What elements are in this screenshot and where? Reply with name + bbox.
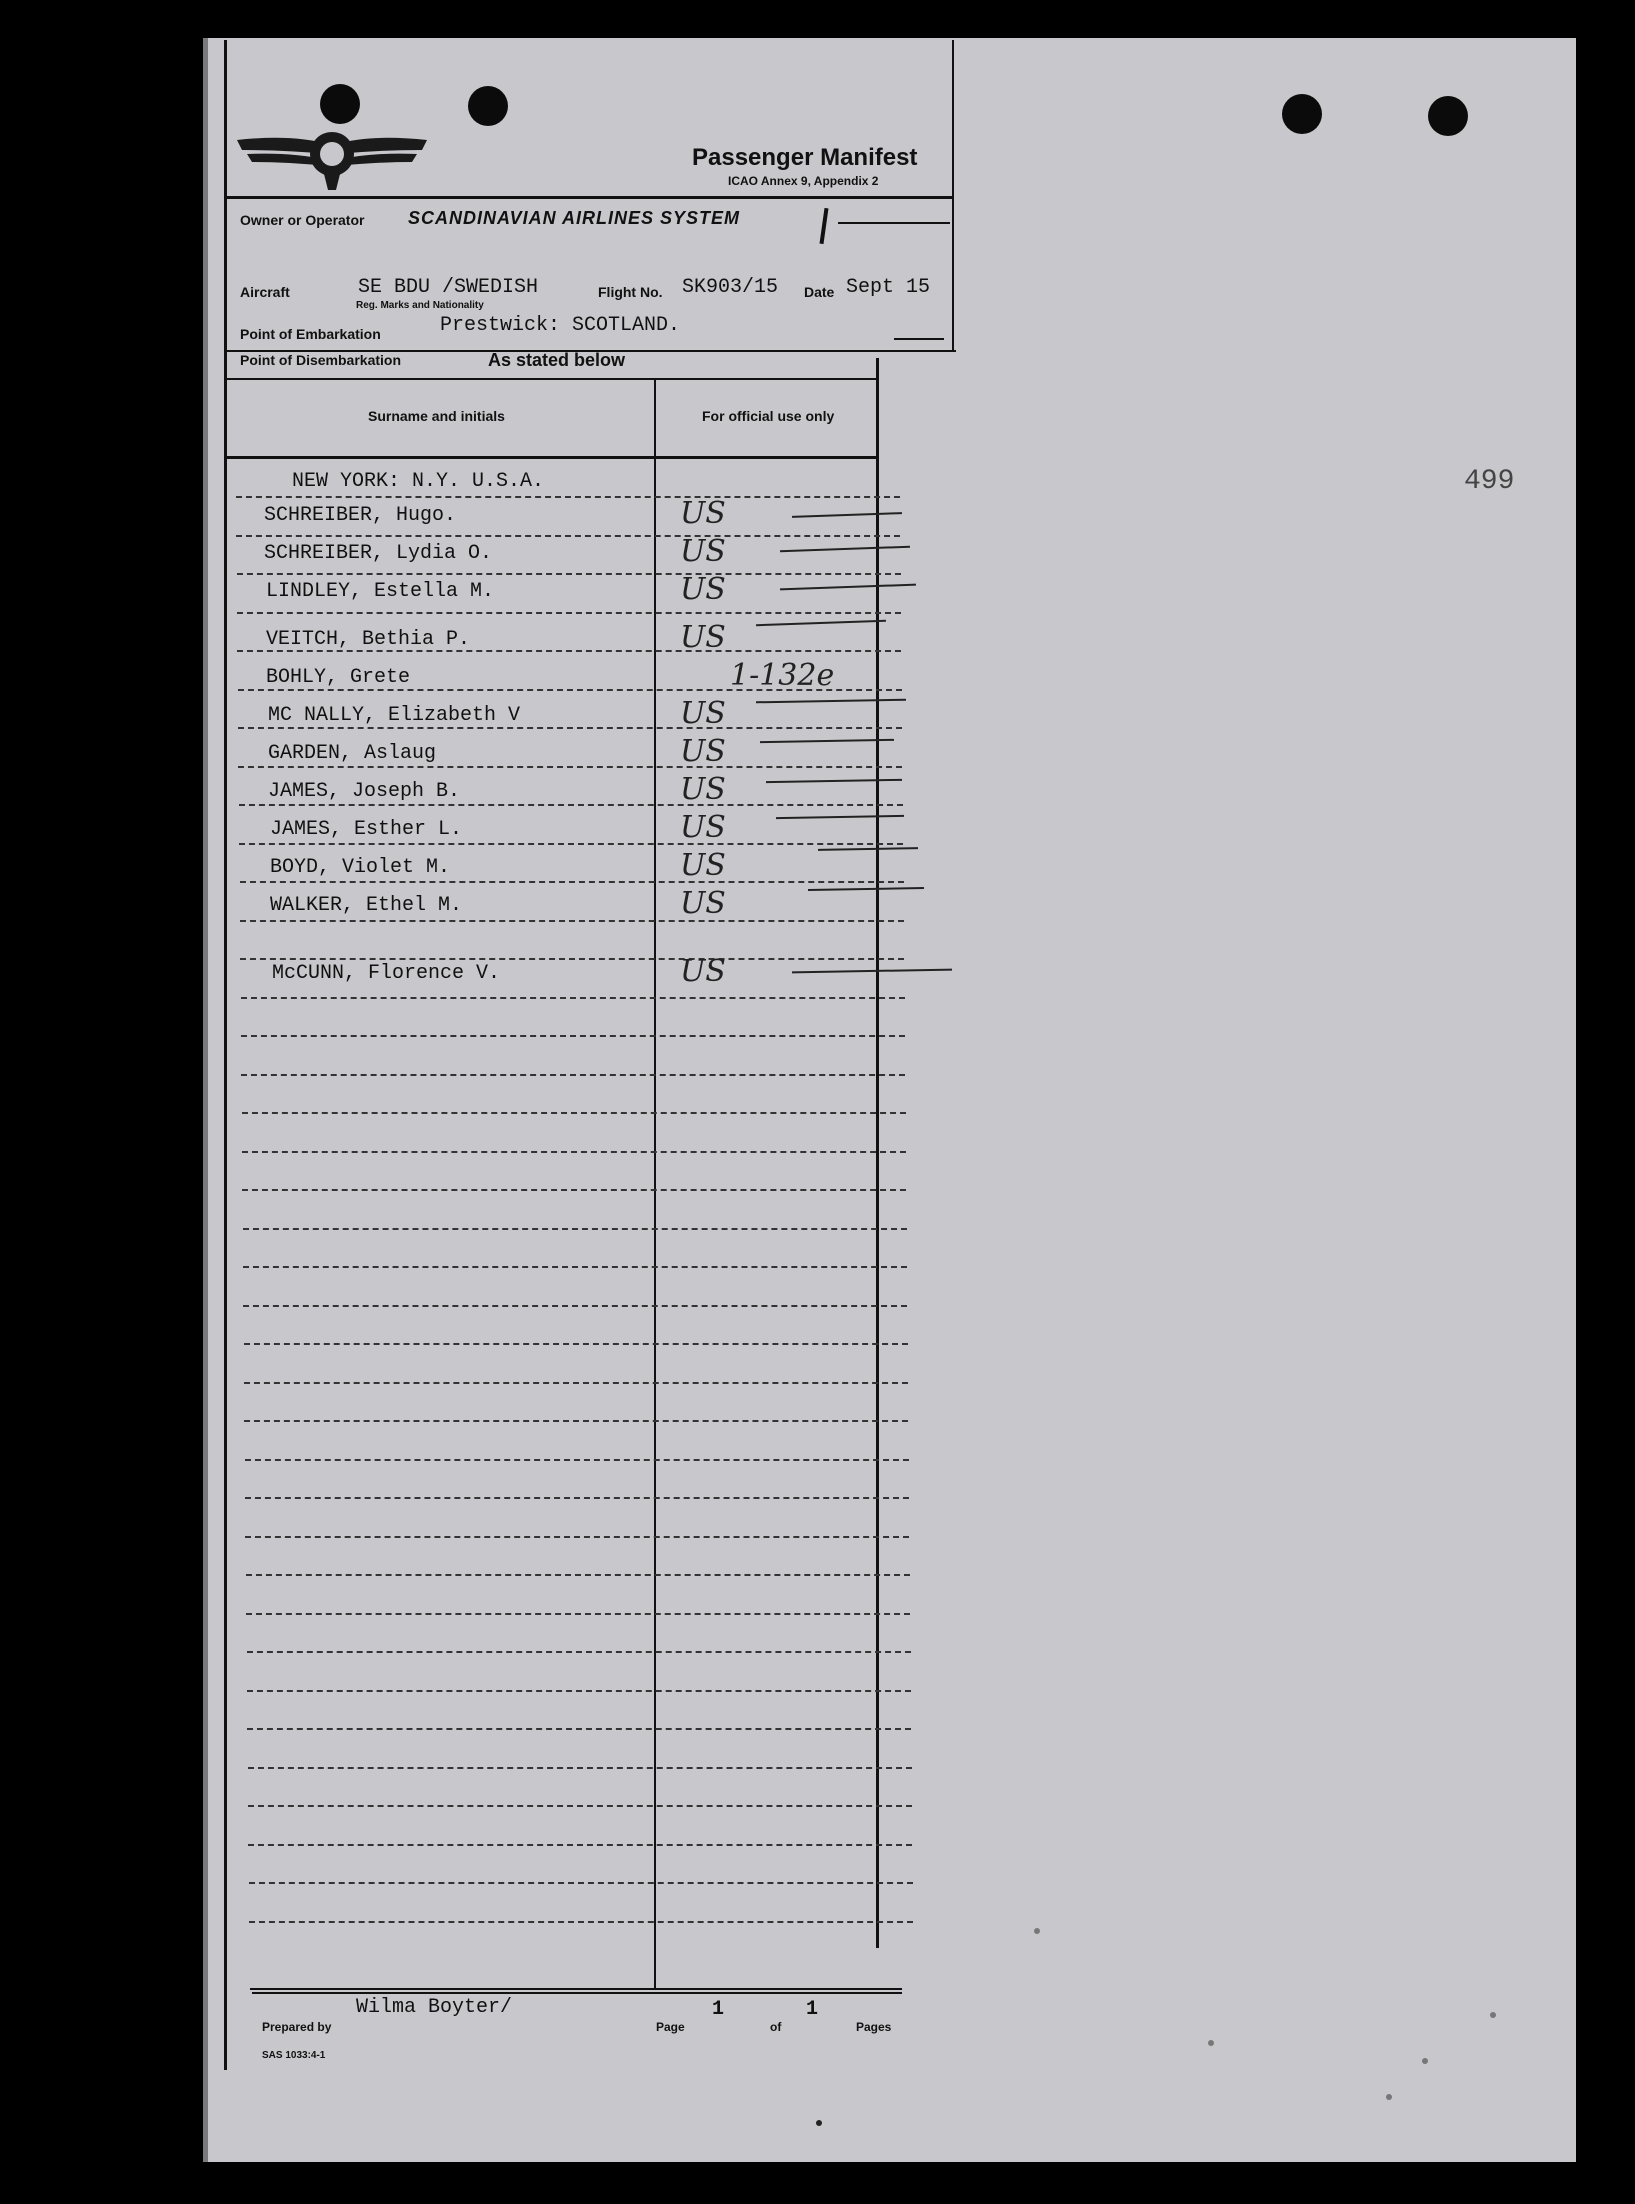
table-right-border xyxy=(876,358,879,1948)
date-value: Sept 15 xyxy=(846,276,931,299)
owner-value: SCANDINAVIAN AIRLINES SYSTEM xyxy=(408,208,741,228)
manifest-subtitle: ICAO Annex 9, Appendix 2 xyxy=(728,174,879,188)
official-use-mark: US xyxy=(680,772,726,807)
flight-label: Flight No. xyxy=(598,284,663,300)
table-row-line xyxy=(244,1382,908,1384)
passenger-name: McCUNN, Florence V. xyxy=(272,962,501,985)
scan-speck xyxy=(1490,2012,1496,2018)
surname-column-header: Surname and initials xyxy=(368,408,505,424)
passenger-name: MC NALLY, Elizabeth V xyxy=(268,704,521,727)
margin-page-number: 499 xyxy=(1464,466,1515,497)
passenger-name: VEITCH, Bethia P. xyxy=(266,628,471,651)
owner-rule xyxy=(838,222,950,224)
scan-speck xyxy=(1386,2094,1392,2100)
table-row-line xyxy=(241,1035,905,1037)
table-row-line xyxy=(238,727,902,729)
scan-speck xyxy=(816,2120,822,2126)
table-row-line xyxy=(244,1343,908,1345)
passenger-name: BOYD, Violet M. xyxy=(270,856,451,879)
official-use-mark: US xyxy=(680,534,726,569)
official-use-mark: US xyxy=(680,848,726,883)
official-use-mark: US xyxy=(680,810,726,845)
table-row-line xyxy=(244,1420,908,1422)
official-use-mark: 1-132e xyxy=(730,658,835,693)
aircraft-value: SE BDU /SWEDISH xyxy=(358,276,539,299)
table-row-line xyxy=(248,1844,912,1846)
prepared-by-value: Wilma Boyter/ xyxy=(356,1996,513,2019)
passenger-name: LINDLEY, Estella M. xyxy=(266,580,495,603)
table-row-line xyxy=(243,1305,907,1307)
punch-hole xyxy=(1428,96,1468,136)
disembarkation-label: Point of Disembarkation xyxy=(240,352,402,368)
table-row-line xyxy=(246,1613,910,1615)
form-code: SAS 1033:4-1 xyxy=(262,2050,326,2061)
table-row-line xyxy=(247,1690,911,1692)
official-use-mark: US xyxy=(680,734,726,769)
table-row-line xyxy=(248,1767,912,1769)
column-divider xyxy=(654,378,656,1988)
table-row-line xyxy=(238,766,902,768)
table-row-line xyxy=(239,804,903,806)
embarkation-value: Prestwick: SCOTLAND. xyxy=(440,314,681,337)
official-column-header: For official use only xyxy=(702,408,835,424)
passenger-name: SCHREIBER, Hugo. xyxy=(264,504,457,527)
table-row-line xyxy=(240,881,904,883)
passenger-name: WALKER, Ethel M. xyxy=(270,894,463,917)
manifest-title: Passenger Manifest xyxy=(692,144,918,171)
scan-speck xyxy=(1422,2058,1428,2064)
official-use-mark: US xyxy=(680,696,726,731)
passenger-name: JAMES, Joseph B. xyxy=(268,780,461,803)
table-row-line xyxy=(239,843,903,845)
table-row-line xyxy=(240,920,904,922)
table-row-line xyxy=(243,1266,907,1268)
owner-label: Owner or Operator xyxy=(240,212,365,228)
table-row-line xyxy=(242,1112,906,1114)
table-bottom-rule xyxy=(250,1988,902,1990)
table-row-line xyxy=(243,1228,907,1230)
form-left-border xyxy=(224,40,227,2070)
airline-logo-icon xyxy=(232,114,432,194)
official-use-mark: US xyxy=(680,572,726,607)
punch-hole xyxy=(468,86,508,126)
table-row-line xyxy=(245,1459,909,1461)
table-row-line xyxy=(249,1921,913,1923)
header-right-border xyxy=(952,40,954,350)
table-row-line xyxy=(236,535,900,537)
scan-speck xyxy=(1208,2040,1214,2046)
passenger-name: SCHREIBER, Lydia O. xyxy=(264,542,493,565)
table-row-line xyxy=(241,1074,905,1076)
table-header-bottom xyxy=(226,456,878,459)
pages-label: Pages xyxy=(856,2020,892,2034)
passenger-name: JAMES, Esther L. xyxy=(270,818,463,841)
passenger-name: BOHLY, Grete xyxy=(266,666,411,689)
flight-value: SK903/15 xyxy=(682,276,779,299)
table-row-line xyxy=(247,1651,911,1653)
table-row-line xyxy=(242,1189,906,1191)
destination-heading: NEW YORK: N.Y. U.S.A. xyxy=(292,470,545,493)
prepared-by-label: Prepared by xyxy=(262,2020,332,2034)
table-row-line xyxy=(245,1536,909,1538)
reg-marks-label: Reg. Marks and Nationality xyxy=(356,300,484,311)
table-row-line xyxy=(248,1805,912,1807)
table-row-line xyxy=(240,958,904,960)
table-row-line xyxy=(245,1497,909,1499)
page-label: Page xyxy=(656,2020,685,2034)
embarkation-label: Point of Embarkation xyxy=(240,326,381,342)
total-pages: 1 xyxy=(806,1998,819,2021)
table-header-top xyxy=(226,378,878,380)
scan-speck xyxy=(1034,1928,1040,1934)
of-label: of xyxy=(770,2020,782,2034)
header-bottom-rule xyxy=(226,196,954,199)
table-row-line xyxy=(237,573,901,575)
official-use-mark: US xyxy=(680,496,726,531)
punch-hole xyxy=(1282,94,1322,134)
date-label: Date xyxy=(804,284,835,300)
disembarkation-value: As stated below xyxy=(488,350,626,370)
table-row-line xyxy=(242,1151,906,1153)
table-row-line xyxy=(246,1574,910,1576)
page-number: 1 xyxy=(712,1998,725,2021)
table-row-line xyxy=(249,1882,913,1884)
table-row-line xyxy=(236,496,900,498)
aircraft-label: Aircraft xyxy=(240,284,290,300)
table-row-line xyxy=(241,997,905,999)
embark-rule xyxy=(894,338,944,340)
table-row-line xyxy=(247,1728,911,1730)
official-use-mark: US xyxy=(680,620,726,655)
official-use-mark: US xyxy=(680,886,726,921)
footer-top-rule xyxy=(252,1992,902,1994)
official-use-mark: US xyxy=(680,954,726,989)
passenger-name: GARDEN, Aslaug xyxy=(268,742,437,765)
table-row-line xyxy=(237,612,901,614)
